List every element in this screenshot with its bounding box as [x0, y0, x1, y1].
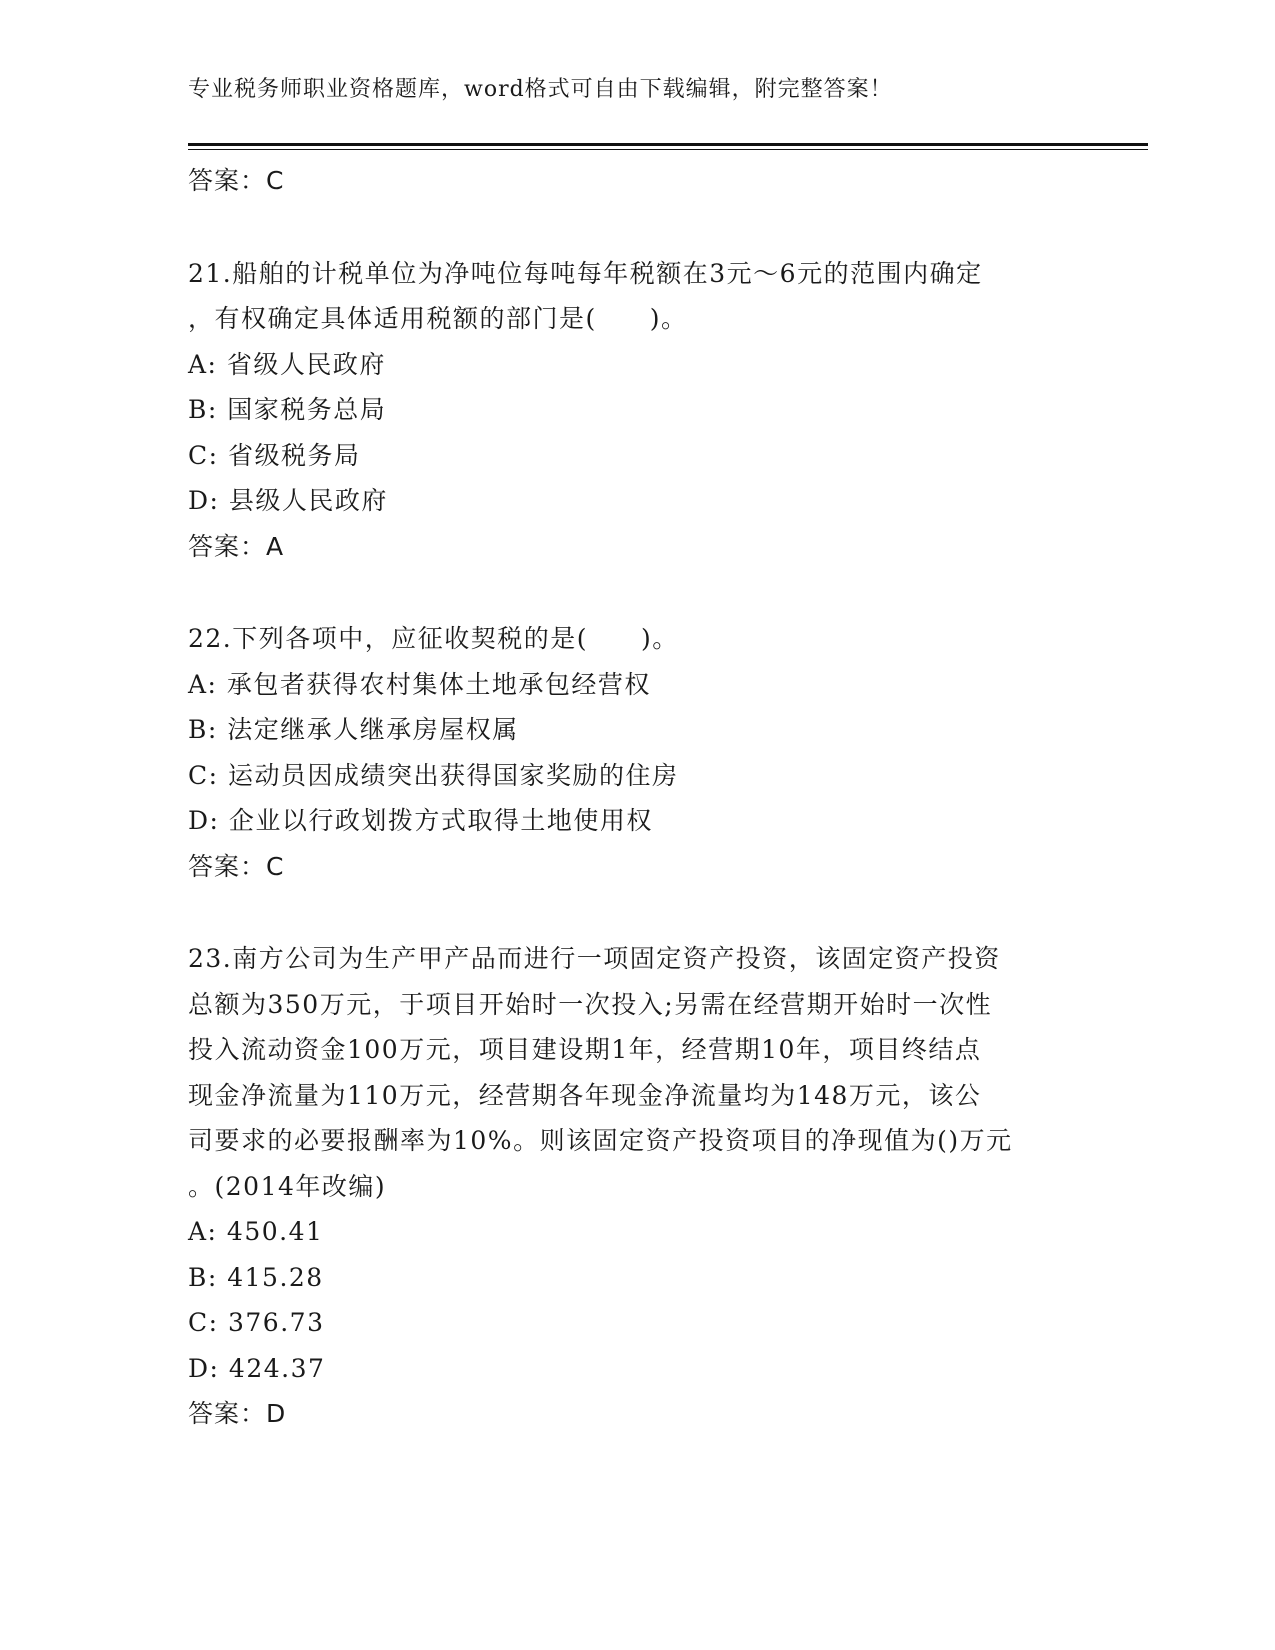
option-b: B: 国家税务总局 [188, 395, 387, 424]
spacer [188, 569, 1088, 616]
page-header: 专业税务师职业资格题库，word格式可自由下载编辑，附完整答案！ [188, 77, 893, 102]
question-answer: 答案：D [188, 1399, 287, 1428]
option-b: B: 415.28 [188, 1262, 324, 1292]
spacer [188, 889, 1088, 936]
question-stem-line: 。(2014年改编) [188, 1171, 387, 1201]
question-stem-line: 23.南方公司为生产甲产品而进行一项固定资产投资，该固定资产投资 [188, 944, 1001, 973]
option-a: A: 承包者获得农村集体土地承包经营权 [188, 669, 651, 699]
spacer [188, 204, 1088, 251]
question-stem-line: ，有权确定具体适用税额的部门是( )。 [188, 304, 688, 333]
header-rule-thick [188, 143, 1148, 146]
option-d: D: 企业以行政划拨方式取得土地使用权 [188, 806, 653, 835]
question-stem-line: 总额为350万元，于项目开始时一次投入;另需在经营期开始时一次性 [188, 989, 993, 1019]
option-d: D: 县级人民政府 [188, 486, 388, 515]
header-rule-thin [188, 149, 1148, 150]
question-answer: 答案：C [188, 851, 285, 881]
option-a: A: 省级人民政府 [188, 349, 386, 379]
question-stem-line: 22.下列各项中，应征收契税的是( )。 [188, 624, 679, 653]
question-stem-line: 现金净流量为110万元，经营期各年现金净流量均为148万元，该公 [188, 1080, 982, 1110]
question-block-21 [188, 251, 1088, 570]
question-stem-line: 投入流动资金100万元，项目建设期1年，经营期10年，项目终结点 [188, 1035, 982, 1064]
option-c: C: 省级税务局 [188, 440, 361, 470]
option-a: A: 450.41 [188, 1217, 324, 1246]
question-stem-line: 司要求的必要报酬率为10%。则该固定资产投资项目的净现值为()万元 [188, 1126, 1013, 1155]
question-stem-line: 21.船舶的计税单位为净吨位每吨每年税额在3元～6元的范围内确定 [188, 258, 983, 288]
option-c: C: 376.73 [188, 1308, 325, 1337]
question-block-23 [188, 936, 1088, 1437]
option-c: C: 运动员因成绩突出获得国家奖励的住房 [188, 760, 679, 790]
question-content [188, 158, 1088, 1437]
question-answer: 答案：A [188, 531, 285, 561]
previous-answer: 答案：C [188, 166, 285, 195]
option-d: D: 424.37 [188, 1353, 326, 1383]
question-block-22 [188, 616, 1088, 889]
option-b: B: 法定继承人继承房屋权属 [188, 715, 519, 744]
